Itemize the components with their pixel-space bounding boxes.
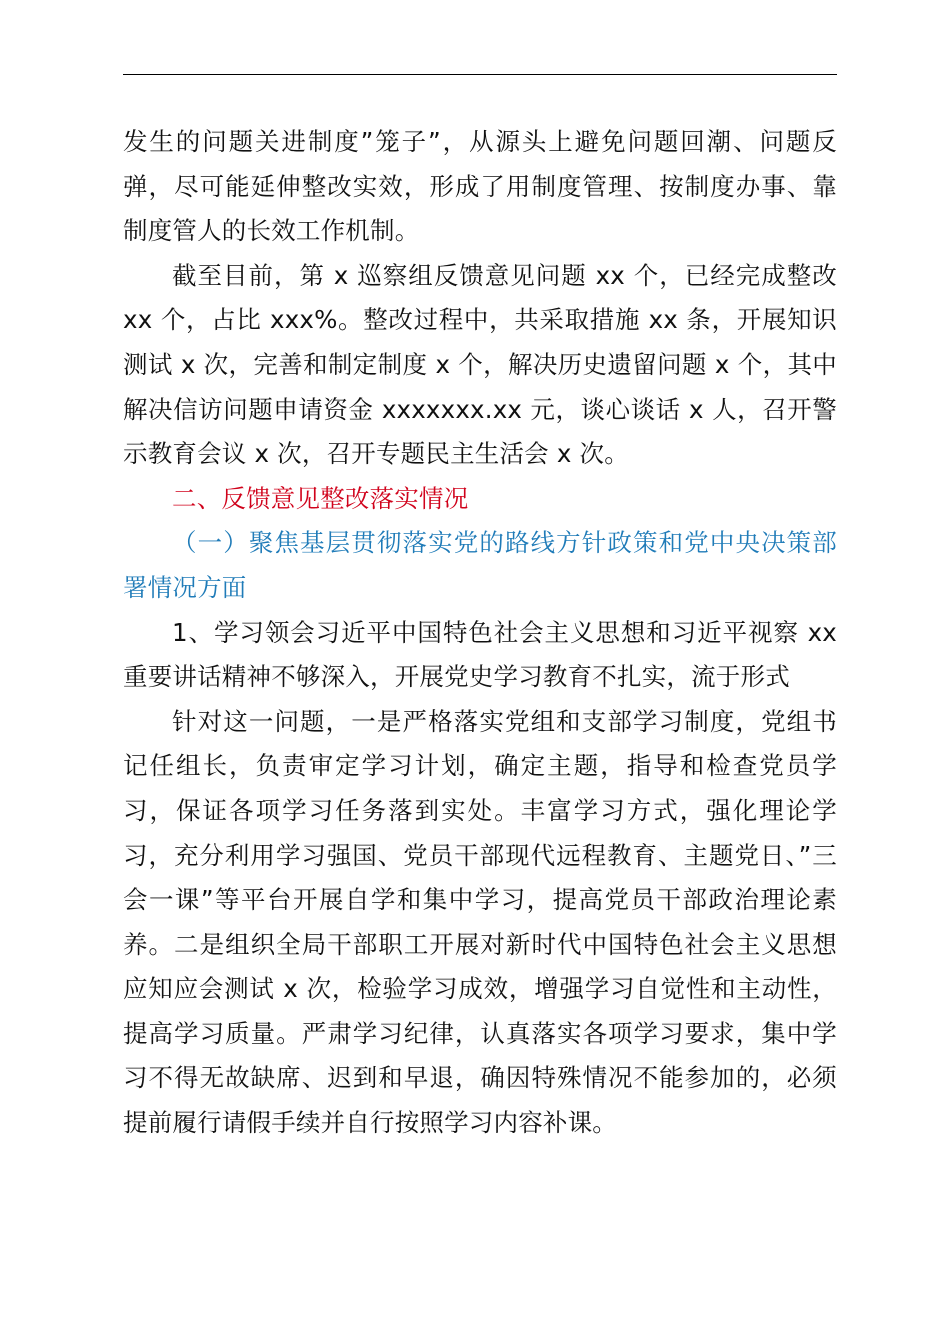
section-heading: 二、反馈意见整改落实情况 [172, 483, 469, 513]
paragraph-progress-summary: 截至目前，第 x 巡察组反馈意见问题 xx 个，已经完成整改 xx 个，占比 xxx%。整改过程中，共采取措施 xx 条，开展知识测试 x 次，完善和制定制度 x 个，解决历史遗留问题 x 个，其中解决信访问题申请资金 xxxxxxx.xx 元，谈心谈话 x 人，召开警示教育会议 x 次，召开专题民主生活会 x 次。 [123, 260, 837, 469]
subsection-heading: （一）聚焦基层贯彻落实党的路线方针政策和党中央决策部署情况方面 [123, 528, 837, 602]
paragraph-continuation: 发生的问题关进制度”笼子”，从源头上避免问题回潮、问题反弹，尽可能延伸整改实效，形成了用制度管理、按制度办事、靠制度管人的长效工作机制。 [123, 127, 837, 246]
issue-item-heading: 1、学习领会习近平中国特色社会主义思想和习近平视察 xx 重要讲话精神不够深入，开展党史学习教育不扎实，流于形式 [123, 617, 837, 692]
document-body [123, 120, 837, 1146]
paragraph-rectification-measures: 针对这一问题，一是严格落实党组和支部学习制度，党组书记任组长，负责审定学习计划，确定主题，指导和检查党员学习，保证各项学习任务落到实处。丰富学习方式，强化理论学习，充分利用学习强国、党员干部现代远程教育、主题党日、”三会一课”等平台开展自学和集中学习，提高党员干部政治理论素养。二是组织全局干部职工开展对新时代中国特色社会主义思想应知应会测试 x 次，检验学习成效，增强学习自觉性和主动性，提高学习质量。严肃学习纪律，认真落实各项学习要求，集中学习不得无故缺席、迟到和早退，确因特殊情况不能参加的，必须提前履行请假手续并自行按照学习内容补课。 [123, 706, 837, 1138]
header-rule [123, 74, 837, 75]
